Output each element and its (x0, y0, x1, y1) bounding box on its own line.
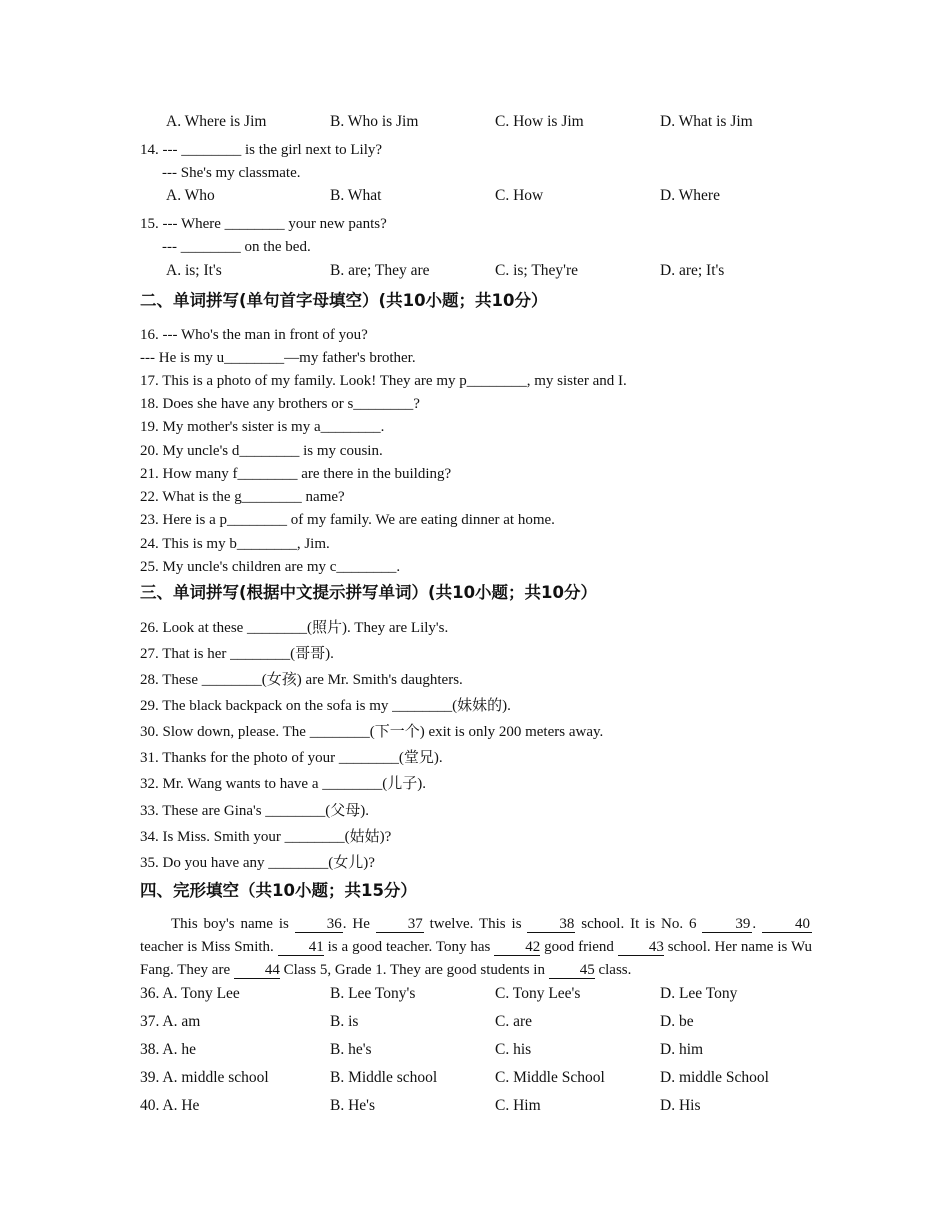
passage-text: school. Her name is Wu Fang. They are (140, 939, 813, 978)
option-d: D. What is Jim (660, 113, 753, 130)
option-b: B. are; They are (330, 262, 430, 279)
q22: 22. What is the g________ name? (140, 489, 345, 505)
q33: 33. These are Gina's ________(父母). (140, 803, 370, 819)
option-d: D. are; It's (660, 262, 725, 279)
q24: 24. This is my b________, Jim. (140, 536, 330, 552)
q14-reply: --- She's my classmate. (162, 165, 301, 181)
passage-text: school. It is No. 6 (575, 916, 703, 932)
option-a: A. Where is Jim (166, 113, 267, 130)
option-b: B. is (330, 1013, 359, 1030)
option-a: 37. A. am (140, 1013, 201, 1030)
option-a: 40. A. He (140, 1097, 200, 1114)
q18: 18. Does she have any brothers or s________? (140, 396, 420, 412)
option-b: B. he's (330, 1041, 372, 1058)
option-d: D. middle School (660, 1069, 769, 1086)
q14-options (166, 186, 846, 206)
q37-options (140, 1012, 820, 1032)
option-b: B. What (330, 187, 382, 204)
option-d: D. His (660, 1097, 701, 1114)
passage-text: class. (594, 962, 632, 978)
q13-options (166, 112, 846, 132)
option-c: C. Middle School (495, 1069, 605, 1086)
option-c: C. Tony Lee's (495, 985, 581, 1002)
q17: 17. This is a photo of my family. Look! They are my p________, my sister and I. (140, 373, 627, 389)
q14-prompt: 14. --- ________ is the girl next to Lily? (140, 142, 383, 158)
option-c: C. are (495, 1013, 533, 1030)
blank-39: 39 (702, 916, 752, 933)
option-c: C. is; They're (495, 262, 579, 279)
option-b: B. Who is Jim (330, 113, 419, 130)
q15-reply: --- ________ on the bed. (162, 239, 311, 255)
q30: 30. Slow down, please. The ________(下一个) exit is only 200 meters away. (140, 724, 604, 740)
q23: 23. Here is a p________ of my family. We are eating dinner at home. (140, 512, 555, 528)
option-d: D. Lee Tony (660, 985, 738, 1002)
option-d: D. Where (660, 187, 720, 204)
q16-prompt: 16. --- Who's the man in front of you? (140, 327, 368, 343)
q39-options (140, 1068, 820, 1088)
q15-options (166, 261, 846, 281)
option-b: B. Middle school (330, 1069, 438, 1086)
option-b: B. Lee Tony's (330, 985, 416, 1002)
option-c: C. How is Jim (495, 113, 584, 130)
q32: 32. Mr. Wang wants to have a ________(儿子). (140, 776, 426, 792)
q34: 34. Is Miss. Smith your ________(姑姑)? (140, 829, 392, 845)
section-2-heading: 二、单词拼写(单句首字母填空）(共10小题；共10分） (140, 291, 548, 310)
q25: 25. My uncle's children are my c________. (140, 559, 401, 575)
passage-text: . He (342, 916, 376, 932)
blank-36: 36 (295, 916, 343, 933)
option-d: D. be (660, 1013, 694, 1030)
option-c: C. his (495, 1041, 532, 1058)
q36-options (140, 984, 820, 1004)
q27: 27. That is her ________(哥哥). (140, 646, 334, 662)
q21: 21. How many f________ are there in the building? (140, 466, 452, 482)
q38-options (140, 1040, 820, 1060)
passage-text: is a good teacher. Tony has (323, 939, 495, 955)
blank-45: 45 (549, 962, 595, 979)
q26: 26. Look at these ________(照片). They are Lily's. (140, 620, 449, 636)
option-a: A. Who (166, 187, 215, 204)
passage-text: Class 5, Grade 1. They are good students in (279, 962, 549, 978)
blank-40: 40 (762, 916, 812, 933)
option-a: 38. A. he (140, 1041, 196, 1058)
option-a: A. is; It's (166, 262, 222, 279)
q19: 19. My mother's sister is my a________. (140, 419, 385, 435)
passage-text: This boy's name is (171, 916, 295, 932)
q20: 20. My uncle's d________ is my cousin. (140, 443, 383, 459)
q29: 29. The black backpack on the sofa is my ________(妹妹的). (140, 698, 511, 714)
option-a: 39. A. middle school (140, 1069, 269, 1086)
q28: 28. These ________(女孩) are Mr. Smith's daughters. (140, 672, 463, 688)
q40-options (140, 1096, 820, 1116)
option-a: 36. A. Tony Lee (140, 985, 240, 1002)
blank-37: 37 (376, 916, 424, 933)
q16-reply: --- He is my u________—my father's brother. (140, 350, 416, 366)
blank-43: 43 (618, 939, 664, 956)
option-c: C. How (495, 187, 544, 204)
cloze-passage (140, 913, 812, 982)
section-4-heading: 四、完形填空（共10小题；共15分） (140, 881, 417, 900)
q31: 31. Thanks for the photo of your ________(堂兄). (140, 750, 443, 766)
blank-41: 41 (278, 939, 324, 956)
option-d: D. him (660, 1041, 704, 1058)
passage-text: good friend (540, 939, 618, 955)
q15-prompt: 15. --- Where ________ your new pants? (140, 216, 387, 232)
passage-text: teacher is Miss Smith. (140, 939, 278, 955)
passage-text: . (752, 916, 763, 932)
option-c: C. Him (495, 1097, 541, 1114)
q35: 35. Do you have any ________(女儿)? (140, 855, 375, 871)
section-3-heading: 三、单词拼写(根据中文提示拼写单词）(共10小题；共10分） (140, 583, 598, 602)
blank-38: 38 (527, 916, 575, 933)
option-b: B. He's (330, 1097, 375, 1114)
passage-text: twelve. This is (423, 916, 528, 932)
blank-44: 44 (234, 962, 280, 979)
blank-42: 42 (494, 939, 540, 956)
